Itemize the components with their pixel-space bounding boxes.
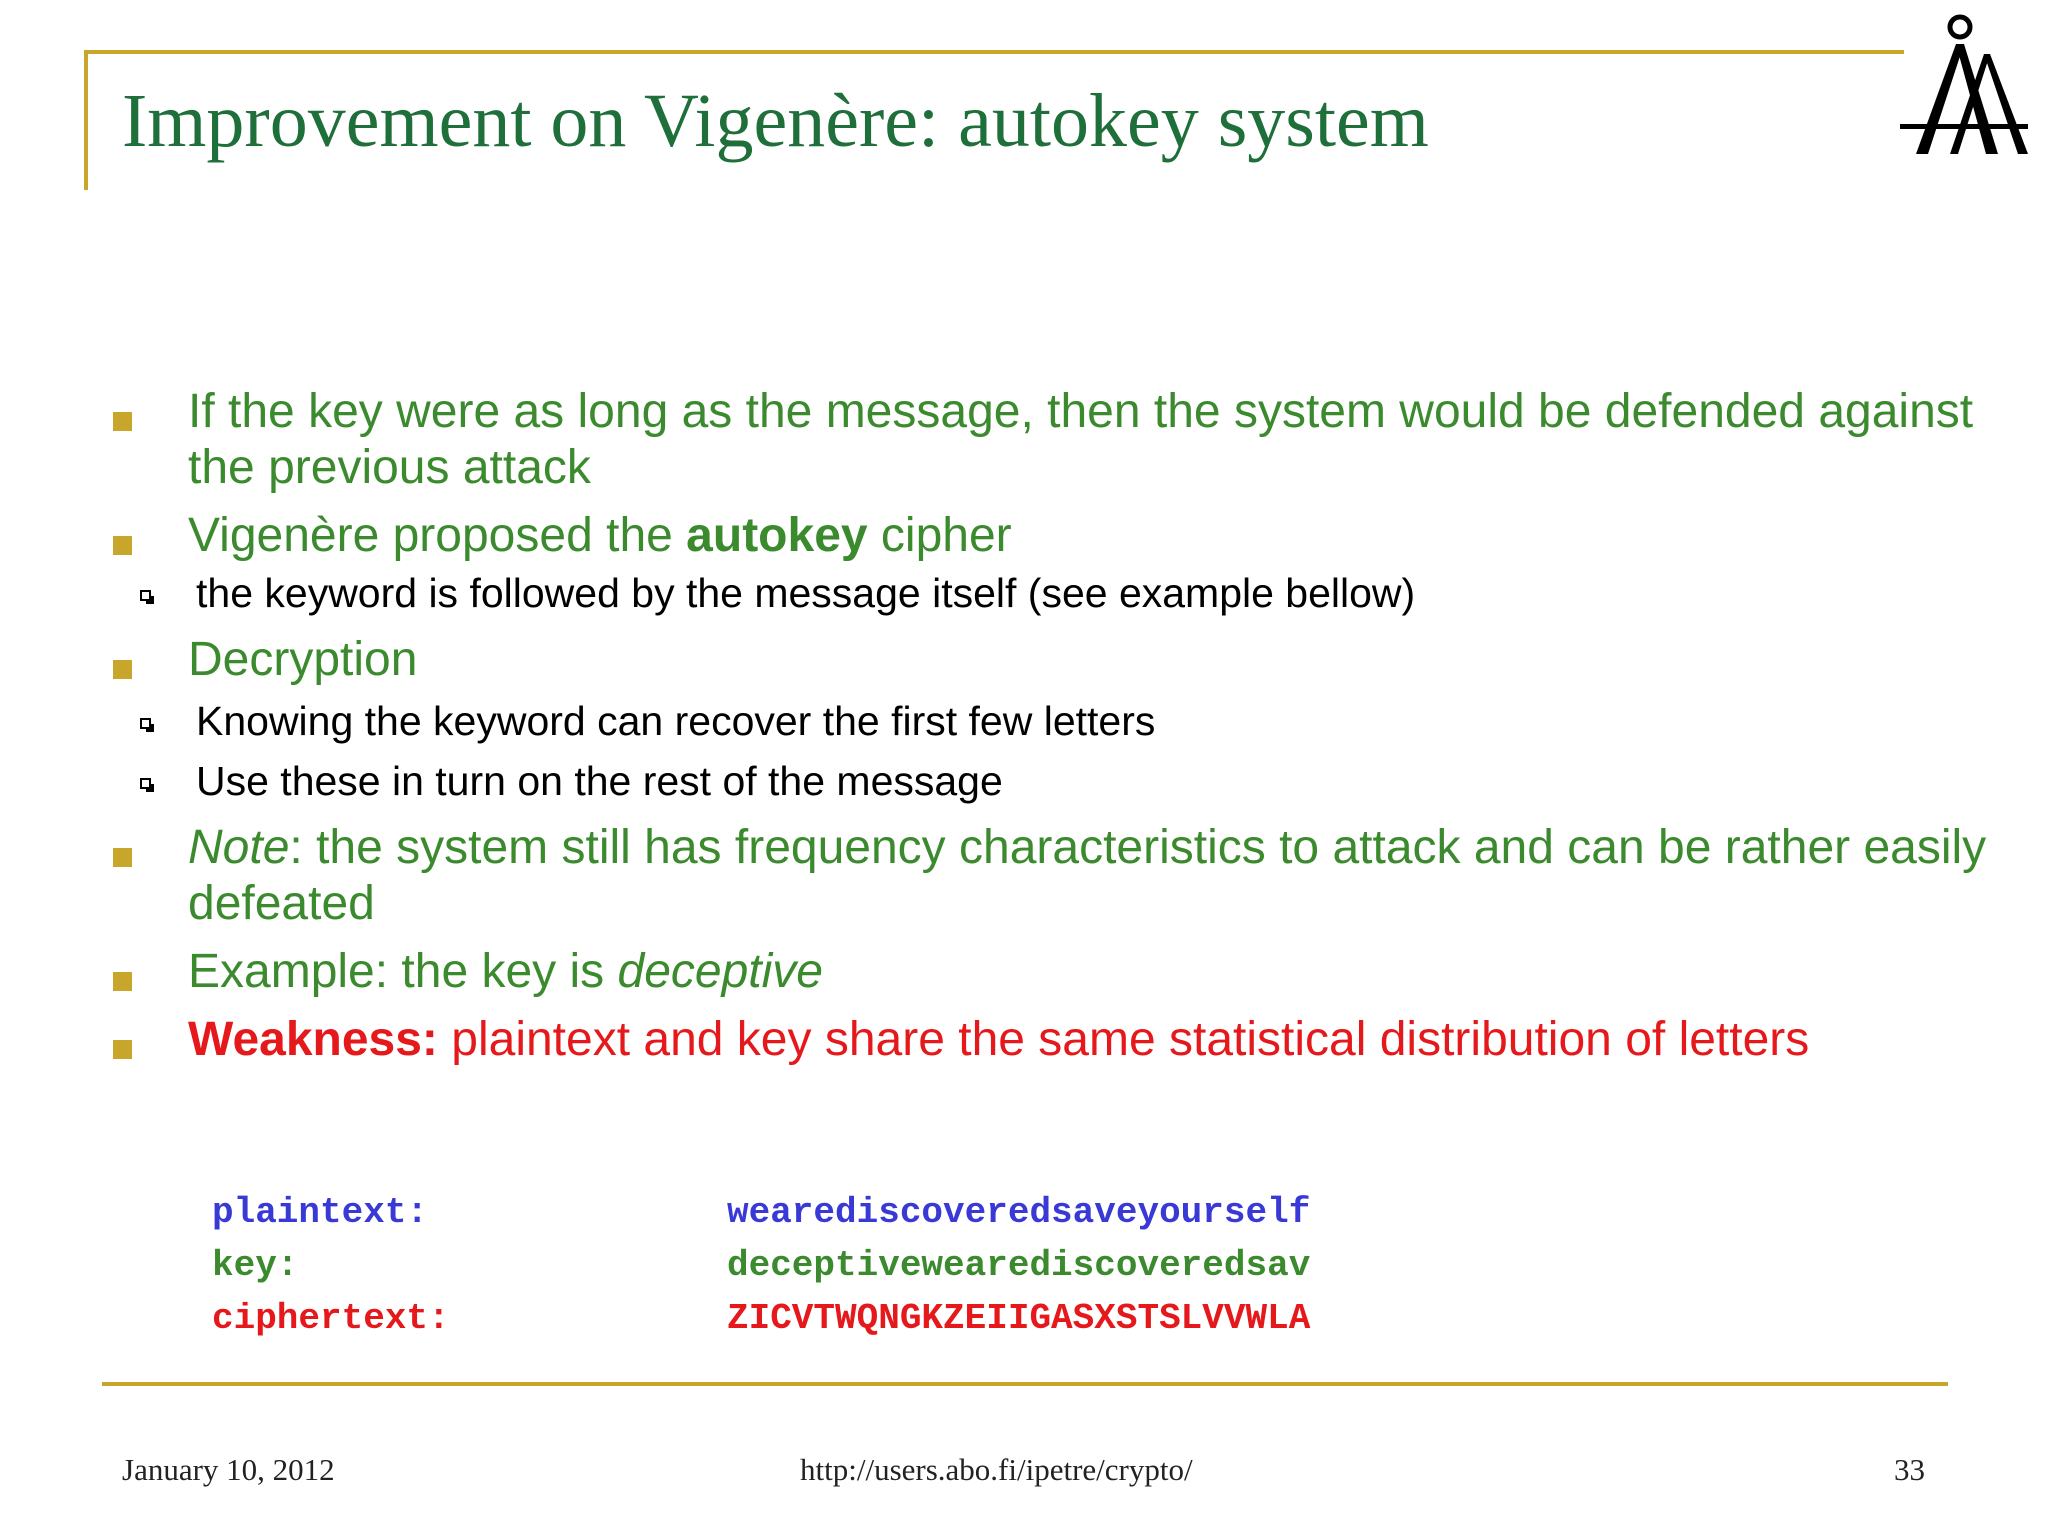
bullet-italic-text: Note: [188, 821, 290, 874]
bullet-item: [108, 632, 1988, 688]
sub-bullet-item: [28, 694, 1988, 748]
plaintext-label: plaintext:: [212, 1192, 429, 1233]
hollow-square-bullet-icon: [140, 718, 151, 729]
hollow-square-bullet-icon: [140, 590, 151, 601]
bullet-list: [108, 384, 1988, 1080]
gold-square-bullet-icon: [113, 536, 132, 555]
autokey-example: [212, 1186, 1310, 1345]
sub-bullet-text: Use these in turn on the rest of the message: [196, 758, 1003, 804]
hollow-square-bullet-icon: [140, 778, 151, 789]
gold-square-bullet-icon: [113, 660, 132, 679]
gold-square-bullet-icon: [113, 848, 132, 867]
bullet-item-weakness: [108, 1012, 1988, 1068]
bullet-text: cipher: [867, 509, 1012, 562]
gold-square-bullet-icon: [113, 412, 132, 431]
bullet-text: If the key were as long as the message, then the system would be defended against the previous attack: [188, 385, 1974, 494]
sub-bullet-list: [108, 694, 1988, 808]
sub-bullet-text: the keyword is followed by the message itself (see example bellow): [196, 570, 1416, 616]
title-frame-left-rule: [84, 50, 88, 190]
abo-akademi-logo-icon: [1898, 14, 2030, 156]
page-number: 33: [1894, 1452, 1925, 1487]
bullet-text: plaintext and key share the same statistical distribution of letters: [437, 1013, 1810, 1066]
footer-url: http://users.abo.fi/ipetre/crypto/: [800, 1452, 1193, 1487]
bullet-item: [108, 820, 1988, 932]
sub-bullet-text: Knowing the keyword can recover the first few letters: [196, 698, 1156, 744]
ciphertext-label: ciphertext:: [212, 1298, 450, 1339]
weakness-label: Weakness:: [188, 1013, 438, 1066]
plaintext-value: wearediscoveredsaveyourself: [727, 1192, 1311, 1233]
bullet-italic-text: deceptive: [617, 945, 823, 998]
example-row-plaintext: [212, 1186, 1310, 1239]
gold-square-bullet-icon: [113, 972, 132, 991]
footer-date: January 10, 2012: [122, 1452, 335, 1487]
example-row-key: [212, 1239, 1310, 1292]
bullet-item: [108, 508, 1988, 564]
footer-rule: [102, 1382, 1948, 1386]
bullet-text: Example: the key is: [188, 945, 618, 998]
bullet-text: : the system still has frequency characteristics to attack and can be rather easily defeated: [188, 821, 1987, 930]
title-frame-top-rule: [84, 50, 1904, 54]
sub-bullet-item: [28, 754, 1988, 808]
gold-square-bullet-icon: [113, 1040, 132, 1059]
bullet-text: Decryption: [188, 633, 418, 686]
slide-title: Improvement on Vigenère: autokey system: [122, 79, 1429, 163]
bullet-bold-text: autokey: [686, 509, 868, 562]
ciphertext-value: ZICVTWQNGKZEIIGASXSTSLVVWLA: [727, 1298, 1311, 1339]
bullet-text: Vigenère proposed the: [188, 509, 687, 562]
sub-bullet-item: [28, 566, 1988, 620]
sub-bullet-list: [108, 566, 1988, 620]
key-label: key:: [212, 1245, 299, 1286]
key-value: deceptivewearediscoveredsav: [727, 1245, 1311, 1286]
bullet-item: [108, 384, 1988, 496]
bullet-item: [108, 944, 1988, 1000]
example-row-ciphertext: [212, 1292, 1310, 1345]
